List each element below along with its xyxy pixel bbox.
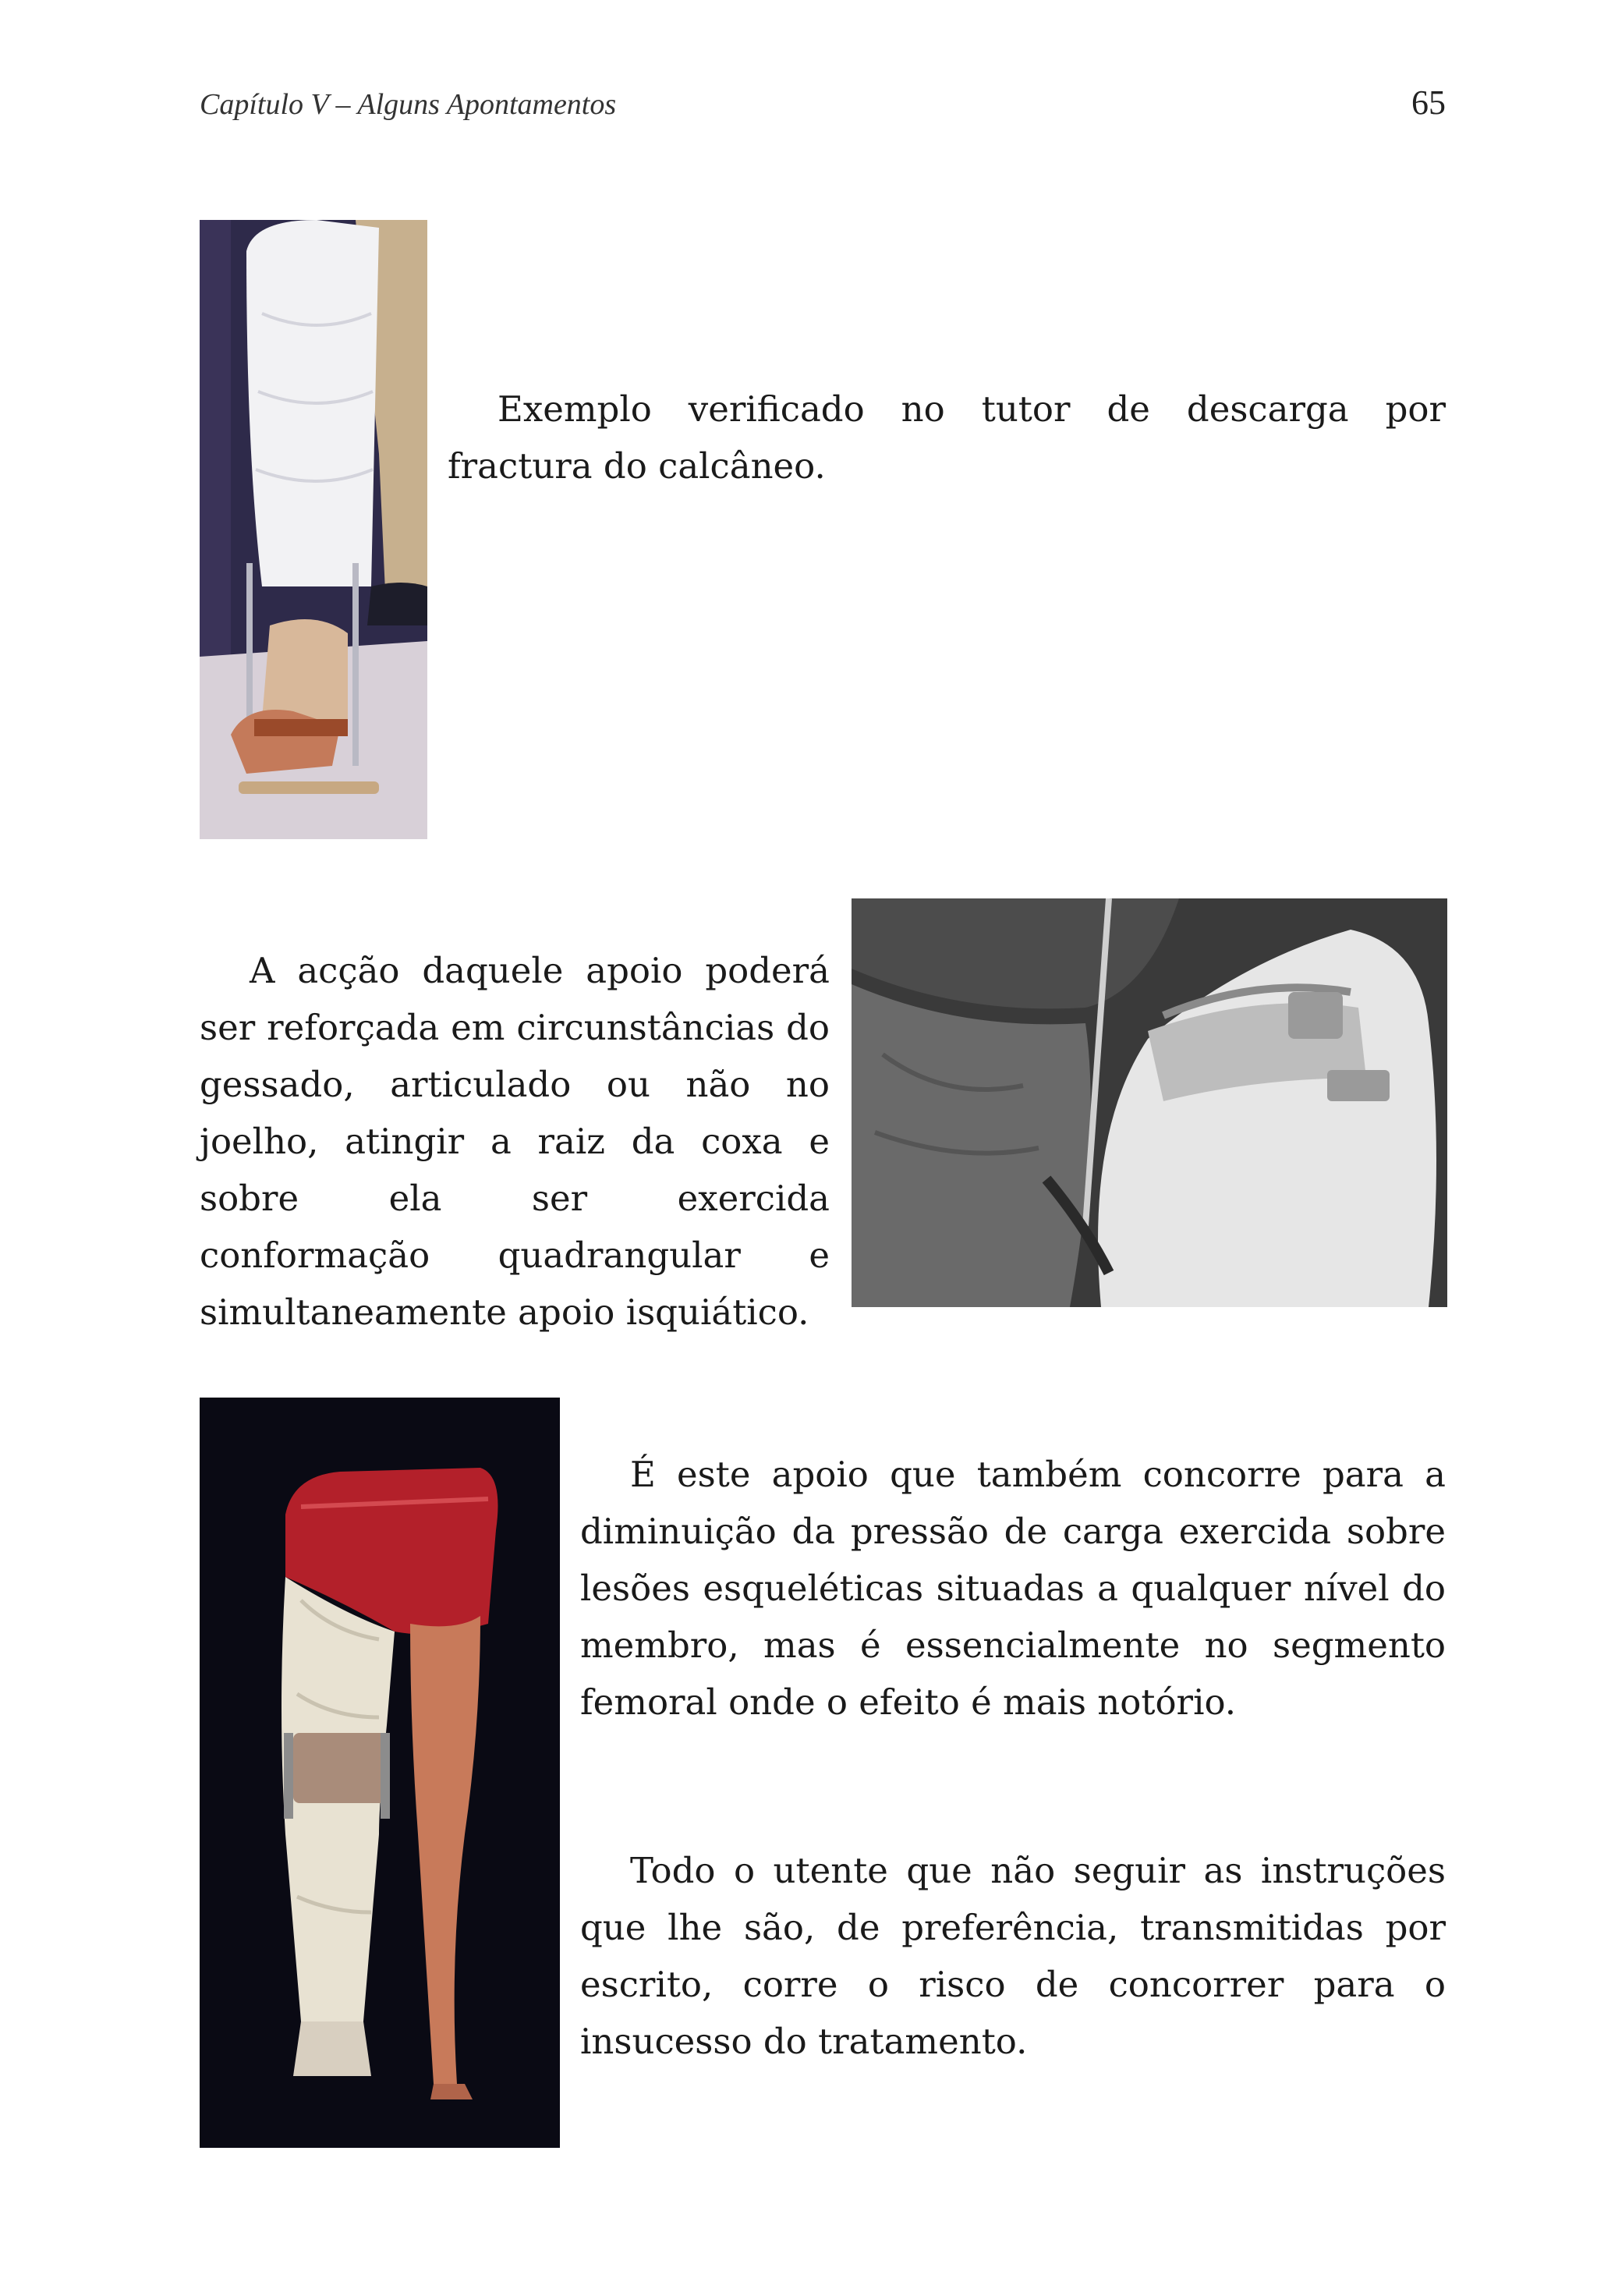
paragraph-calcaneus: Exemplo verificado no tutor de descarga por fractura do calcâneo. [448, 388, 1446, 487]
paragraph-ischial-support: A acção daquele apoio poderá ser reforçada em circunstâncias do gessado, articulado ou não no joelho, atingir a raiz da coxa e sobre ela ser exercida conformação quadrangular e simultaneamente apoio isquiático. [200, 950, 830, 1333]
photo-leg-cast [200, 1398, 560, 2148]
photo-calcaneus-brace [200, 220, 427, 839]
photo-ischial-support [852, 898, 1447, 1307]
page-number: 65 [1411, 83, 1446, 122]
running-head: Capítulo V – Alguns Apontamentos [200, 88, 617, 121]
paragraph-patient-instructions: Todo o utente que não seguir as instruções que lhe são, de preferência, transmitidas por escrito, corre o risco de concorrer para o insucesso do tratamento. [580, 1850, 1446, 2062]
paragraph-load-reduction: É este apoio que também concorre para a diminuição da pressão de carga exercida sobre lesões esqueléticas situadas a qualquer nível do membro, mas é essencialmente no segmento femoral onde o efeito é mais notório. [580, 1454, 1446, 1723]
